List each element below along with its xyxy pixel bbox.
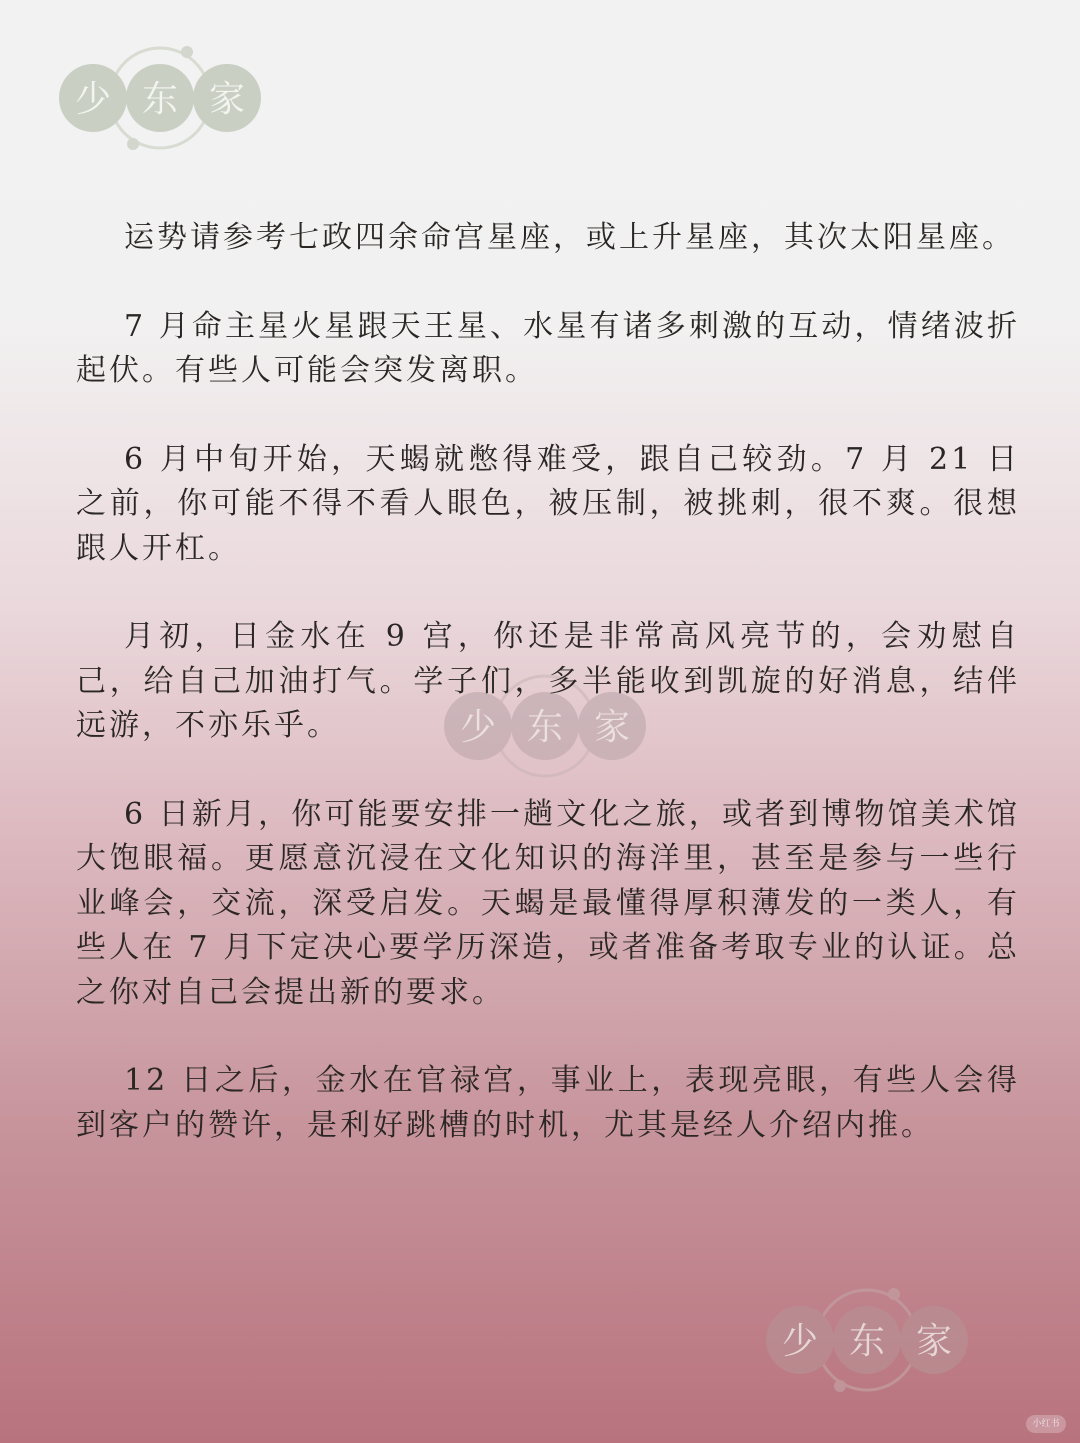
logo-char: 东 [526, 707, 564, 748]
brand-logo-bottom [762, 1282, 972, 1402]
platform-badge: 小红书 [1026, 1415, 1066, 1433]
paragraph-new-moon: 6 日新月，你可能要安排一趟文化之旅，或者到博物馆美术馆大饱眼福。更愿意沉浸在文化知识的海洋里，甚至是参与一些行业峰会，交流，深受启发。天蝎是最懂得厚积薄发的一类人，有些人在 7 月下定决心要学历深造，或者准备考取专业的认证。总之你对自己会提出新的要求。 [76, 796, 1020, 1010]
brand-logo-top [55, 40, 265, 160]
logo-char: 东 [141, 79, 179, 120]
paragraph-mid-june: 6 月中旬开始，天蝎就憋得难受，跟自己较劲。7 月 21 日之前，你可能不得不看人眼色，被压制，被挑刺，很不爽。很想跟人开杠。 [76, 441, 1020, 566]
logo-char: 家 [593, 707, 631, 748]
paragraph-intro: 运势请参考七政四余命宫星座，或上升星座，其次太阳星座。 [124, 220, 1015, 255]
logo-char: 东 [848, 1321, 886, 1362]
logo-char: 少 [781, 1321, 819, 1362]
logo-char: 家 [915, 1321, 953, 1362]
paragraph-early-month: 月初，日金水在 9 宫，你还是非常高风亮节的，会劝慰自己，给自己加油打气。学子们，多半能收到凯旋的好消息，结伴远游，不亦乐乎。 [76, 619, 1020, 743]
logo-char: 少 [459, 707, 497, 748]
paragraph-career: 12 日之后，金水在官禄宫，事业上，表现亮眼，有些人会得到客户的赞许，是利好跳槽的时机，尤其是经人介绍内推。 [76, 1063, 1020, 1143]
logo-char: 少 [74, 79, 112, 120]
paragraph-mars: 7 月命主星火星跟天王星、水星有诸多刺激的互动，情绪波折起伏。有些人可能会突发离职。 [76, 308, 1020, 388]
article-body [76, 216, 1020, 1192]
logo-char: 家 [208, 79, 246, 120]
